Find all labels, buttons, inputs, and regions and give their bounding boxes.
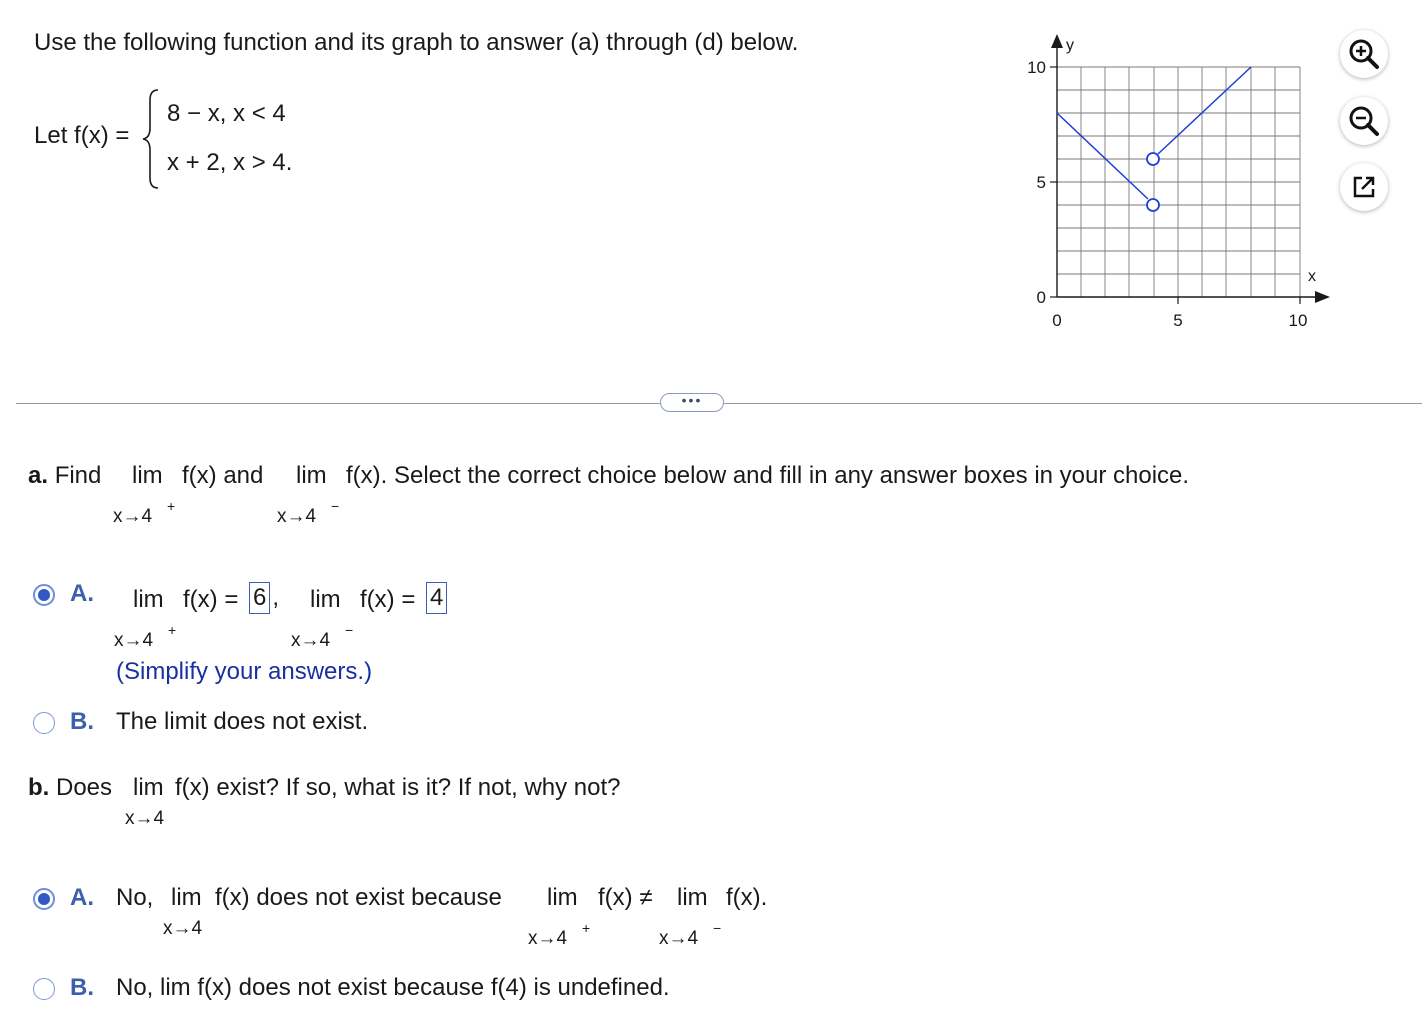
x-tick-label: 5: [1173, 311, 1183, 330]
part-a-sub1: x→4: [113, 506, 153, 527]
part-a-sup1: +: [167, 498, 176, 514]
part-b-choice-a-text4: f(x).: [726, 884, 768, 911]
function-graph: [1010, 30, 1350, 340]
part-a-fx1: f(x) and: [182, 462, 264, 489]
x-axis-arrow-icon: [1315, 291, 1330, 303]
part-a-choice-a-sub1: x→4: [114, 630, 154, 651]
zoom-out-button[interactable]: [1340, 97, 1388, 145]
part-a-comma: ,: [272, 584, 280, 611]
intro-text: Use the following function and its graph to answer (a) through (d) below.: [34, 29, 799, 56]
part-a-choice-b-letter: B.: [70, 708, 94, 735]
part-a-choice-a-radio[interactable]: [33, 584, 55, 606]
function-piece-1: 8 − x, x < 4: [167, 100, 286, 127]
part-a-choice-a-sup2: −: [345, 622, 354, 638]
expand-button[interactable]: •••: [660, 393, 724, 412]
part-b-letter: b.: [28, 774, 50, 801]
part-a-find-text: Find: [54, 462, 102, 489]
part-a-answer-box-1[interactable]: 6: [249, 582, 270, 614]
graph-axes: [1057, 40, 1322, 297]
part-b-choice-a-sub3: x→4: [659, 928, 699, 949]
popout-icon: [1340, 163, 1388, 211]
part-b-choice-a-no: No,: [116, 884, 154, 911]
x-tick-label: 10: [1288, 311, 1308, 330]
part-a-choice-a-fx2: f(x) =: [360, 586, 416, 613]
popout-button[interactable]: [1340, 163, 1388, 211]
part-b-choice-b-radio[interactable]: [33, 978, 55, 1000]
x-tick-label: 0: [1052, 311, 1062, 330]
part-a-answer-box-2-wrap: [424, 582, 449, 614]
part-a-choice-a-fx1: f(x) =: [183, 586, 239, 613]
part-a-lim1: lim: [132, 462, 163, 489]
part-b-choice-a-lim1: lim: [171, 884, 202, 911]
part-a-letter: a.: [28, 462, 49, 489]
function-lhs: Let f(x) =: [34, 122, 130, 149]
axis-ticks: [1050, 67, 1300, 304]
zoom-out-icon: [1340, 97, 1388, 145]
brace-icon: [140, 88, 162, 190]
part-b-does-text: Does: [56, 774, 113, 801]
graph-grid: [1057, 67, 1300, 297]
y-axis-label: y: [1066, 37, 1074, 54]
open-point-left: [1147, 199, 1159, 211]
part-a-answer-box-1-wrap: [247, 582, 279, 614]
part-b-question-rest: f(x) exist? If so, what is it? If not, why not?: [175, 774, 621, 801]
y-tick-label: 5: [1036, 173, 1046, 192]
part-a-fx2: f(x). Select the correct choice below and fill in any answer boxes in your choice.: [346, 462, 1190, 489]
open-point-right: [1147, 153, 1159, 165]
graph-segment-left: [1057, 113, 1148, 199]
part-a-sup2: −: [331, 498, 340, 514]
part-a-choice-a-lim2: lim: [310, 586, 341, 613]
y-tick-label: 0: [1036, 288, 1046, 307]
part-a-choice-a-sub2: x→4: [291, 630, 331, 651]
part-b-choice-a-text2: f(x) does not exist because: [215, 884, 502, 911]
part-b-choice-a-sub2: x→4: [528, 928, 568, 949]
part-b-choice-b-letter: B.: [70, 974, 94, 1001]
graph-segment-right: [1158, 67, 1251, 154]
part-a-choice-a-sup1: +: [168, 622, 177, 638]
part-a-sub2: x→4: [277, 506, 317, 527]
part-a-answer-box-2[interactable]: 4: [426, 582, 447, 614]
part-b-question-start: [28, 774, 112, 802]
x-axis-label: x: [1308, 268, 1316, 285]
part-b-choice-a-sub1: x→4: [163, 918, 203, 939]
part-a-question: [28, 462, 101, 490]
part-b-choice-a-lim3: lim: [677, 884, 708, 911]
part-b-choice-a-letter: A.: [70, 884, 94, 911]
part-a-choice-b-radio[interactable]: [33, 712, 55, 734]
part-b-choice-a-text3: f(x) ≠: [598, 884, 653, 911]
part-b-sub: x→4: [125, 808, 165, 829]
part-b-choice-a-lim2: lim: [547, 884, 578, 911]
function-piece-2: x + 2, x > 4.: [167, 149, 293, 176]
part-b-choice-a-radio[interactable]: [33, 888, 55, 910]
zoom-in-icon: [1340, 30, 1388, 78]
part-b-lim: lim: [133, 774, 164, 801]
part-b-choice-b-text: No, lim f(x) does not exist because f(4) is undefined.: [116, 974, 670, 1001]
part-b-choice-a-sup2: +: [582, 920, 591, 936]
part-a-choice-a-lim1: lim: [133, 586, 164, 613]
part-a-choice-a-letter: A.: [70, 580, 94, 607]
part-b-choice-a-sup3: −: [713, 920, 722, 936]
zoom-in-button[interactable]: [1340, 30, 1388, 78]
part-a-choice-b-text: The limit does not exist.: [116, 708, 369, 735]
part-a-lim2: lim: [296, 462, 327, 489]
y-axis-arrow-icon: [1051, 34, 1063, 48]
y-tick-label: 10: [1027, 58, 1046, 77]
part-a-hint: (Simplify your answers.): [116, 658, 373, 685]
